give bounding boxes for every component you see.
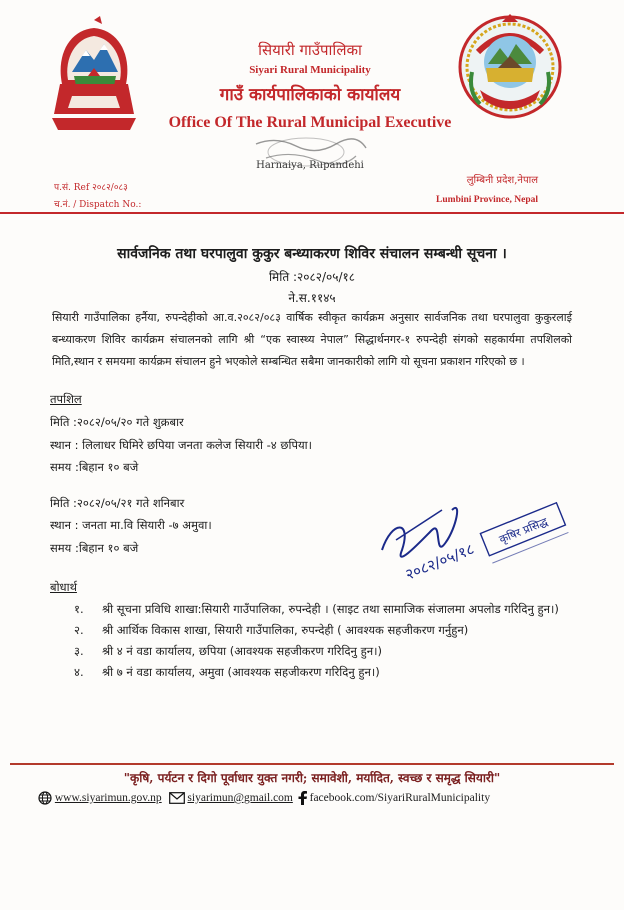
cc-item-number: ३. xyxy=(74,644,84,658)
cc-item-text: श्री सूचना प्रविधि शाखा:सियारी गाउँपालिका, रुपन्देही । (साइट तथा सामाजिक संजालमा अपलोड गरिदिनु हुन।) xyxy=(102,602,559,616)
signature-stamp xyxy=(372,480,572,590)
session1-date: मिति :२०८२/०५/२० गते शुक्रबार xyxy=(50,415,184,429)
session2-place: स्थान : जनता मा.वि सियारी -७ अमुवा। xyxy=(50,518,212,532)
cc-item xyxy=(74,662,572,683)
notice-ref: ने.स.११४५ xyxy=(288,291,336,305)
details-heading: तपशिल xyxy=(50,392,82,406)
cc-item-number: १. xyxy=(74,602,84,616)
notice-title: सार्वजनिक तथा घरपालुवा कुकुर बन्ध्याकरण शिविर संचालन सम्बन्धी सूचना । xyxy=(117,246,507,262)
province-np: लुम्बिनी प्रदेश,नेपाल xyxy=(466,175,538,186)
cc-item xyxy=(74,599,572,620)
session1-place: स्थान : लिलाधर घिमिरे छपिया जनता कलेज सियारी -४ छपिया। xyxy=(50,438,313,452)
email-link[interactable]: siyarimun@gmail.com xyxy=(187,792,293,804)
office-name-np: गाउँ कार्यपालिकाको कार्यालय xyxy=(219,85,401,105)
footer-divider xyxy=(10,763,614,765)
cc-item-text: श्री ७ नं वडा कार्यालय, अमुवा (आवश्यक सहजीकरण गरिदिनु हुन।) xyxy=(102,665,380,679)
cc-item-text: श्री ४ नं वडा कार्यालय, छपिया (आवश्यक सहजीकरण गरिदिनु हुन।) xyxy=(102,644,382,658)
cc-item-number: ४. xyxy=(74,665,84,679)
office-address: Harnaiya, Rupandehi xyxy=(256,160,364,171)
province-en: Lumbini Province, Nepal xyxy=(436,195,538,205)
stamp-text: कृषिर प्रसिद्ध xyxy=(497,515,550,547)
office-name-en: Office Of The Rural Municipal Executive xyxy=(168,114,452,131)
cc-item-text: श्री आर्थिक विकास शाखा, सियारी गाउँपालिका, रुपन्देही ( आवश्यक सहजीकरण गर्नुहुन) xyxy=(102,623,469,637)
cc-item-number: २. xyxy=(74,623,84,637)
session2-time: समय :बिहान १० बजे xyxy=(50,541,139,555)
cc-heading: बोधार्थ xyxy=(50,580,77,594)
header-divider xyxy=(0,212,624,214)
municipality-motto: "कृषि, पर्यटन र दिगो पूर्वाधार युक्त नगरी; समावेशी, मर्यादित, स्वच्छ र समृद्ध सियारी" xyxy=(123,771,501,785)
notice-body: सियारी गाउँपालिका हर्नैया, रुपन्देहीको आ.व.२०८२/०८३ वार्षिक स्वीकृत कार्यक्रम अनुसार सार्वजनिक तथा घरपालुवा कुकुरलाई बन्ध्याकरण शिविर कार्यक्रम संचालनको लागि श्री “एक स्वास्थ्य नेपाल” सिद्धार्थनगर-१ रुपन्देही संगको सहकार्यमा तपशिलको मिति,स्थान र समयमा कार्यक्रम संचालन हुने भएकोले सम्बन्धित सबैमा जानकारीको लागि यो सूचना प्रकाशन गरिएको छ । xyxy=(52,311,572,368)
facebook-link[interactable]: facebook.com/SiyariRuralMunicipality xyxy=(309,792,491,804)
globe-icon xyxy=(38,791,52,805)
municipality-name-np: सियारी गाउँपालिका xyxy=(258,41,362,59)
cc-item xyxy=(74,620,572,641)
cc-list xyxy=(74,599,572,683)
cc-item xyxy=(74,641,572,662)
dispatch-number: च.नं. / Dispatch No.: xyxy=(54,200,142,210)
session1-time: समय :बिहान १० बजे xyxy=(50,460,139,474)
municipality-name-en: Siyari Rural Municipality xyxy=(249,64,371,76)
email-icon xyxy=(169,792,185,804)
signature-date: २०८२/०५/१८ xyxy=(402,539,477,584)
notice-date: मिति :२०८२/०५/१८ xyxy=(268,270,356,284)
website-link[interactable]: www.siyarimun.gov.np xyxy=(54,792,162,804)
contact-line xyxy=(38,791,490,805)
session2-date: मिति :२०८२/०५/२१ गते शनिबार xyxy=(50,496,185,510)
reference-number: प.सं. Ref २०८२/०८३ xyxy=(54,183,128,193)
facebook-icon xyxy=(298,791,307,805)
